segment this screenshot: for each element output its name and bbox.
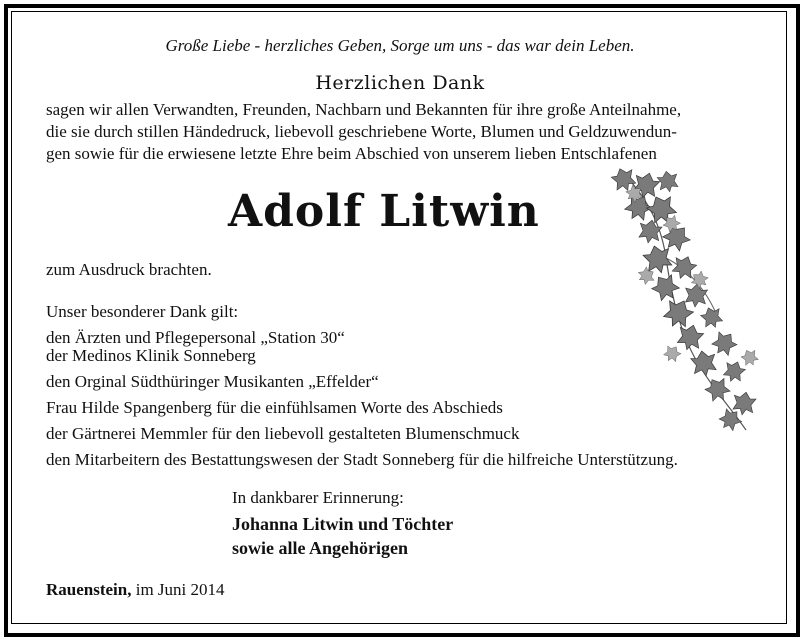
- signature-intro: In dankbarer Erinnerung:: [232, 488, 404, 507]
- thanks-line: der Gärtnerei Memmler für den liebevoll gestalteten Blumenschmuck: [46, 424, 520, 443]
- thanks-line: den Ärzten und Pflegepersonal „Station 30“: [46, 328, 345, 347]
- motto: Große Liebe - herzliches Geben, Sorge um uns - das war dein Leben.: [165, 36, 635, 55]
- thanks-line: den Orginal Südthüringer Musikanten „Effelder“: [46, 372, 379, 391]
- closing-intro: zum Ausdruck brachten.: [46, 260, 212, 279]
- thanks-list-heading: Unser besonderer Dank gilt:: [46, 302, 239, 321]
- thanks-line: der Medinos Klinik Sonneberg: [46, 346, 256, 365]
- thanks-line: den Mitarbeitern des Bestattungswesen der Stadt Sonneberg für die hilfreiche Unterstützung.: [46, 450, 678, 469]
- signature-family: Johanna Litwin und Töchter: [232, 514, 454, 534]
- date: im Juni 2014: [135, 580, 225, 599]
- intro-line: die sie durch stillen Händedruck, liebevoll geschriebene Worte, Blumen und Geldzuwendun-: [46, 122, 677, 141]
- intro-line: sagen wir allen Verwandten, Freunden, Nachbarn und Bekannten für ihre große Anteilnahme,: [46, 100, 682, 119]
- thanks-heading: Herzlichen Dank: [315, 72, 485, 94]
- ivy-leaves-icon: [606, 168, 766, 438]
- deceased-name: Adolf Litwin: [228, 186, 540, 237]
- signature-relatives: sowie alle Angehörigen: [232, 538, 408, 558]
- place: Rauenstein,: [46, 580, 132, 599]
- thanks-line: Frau Hilde Spangenberg für die einfühlsamen Worte des Abschieds: [46, 398, 503, 417]
- intro-line: gen sowie für die erwiesene letzte Ehre beim Abschied von unserem lieben Entschlafenen: [46, 144, 657, 163]
- place-date: [46, 580, 225, 600]
